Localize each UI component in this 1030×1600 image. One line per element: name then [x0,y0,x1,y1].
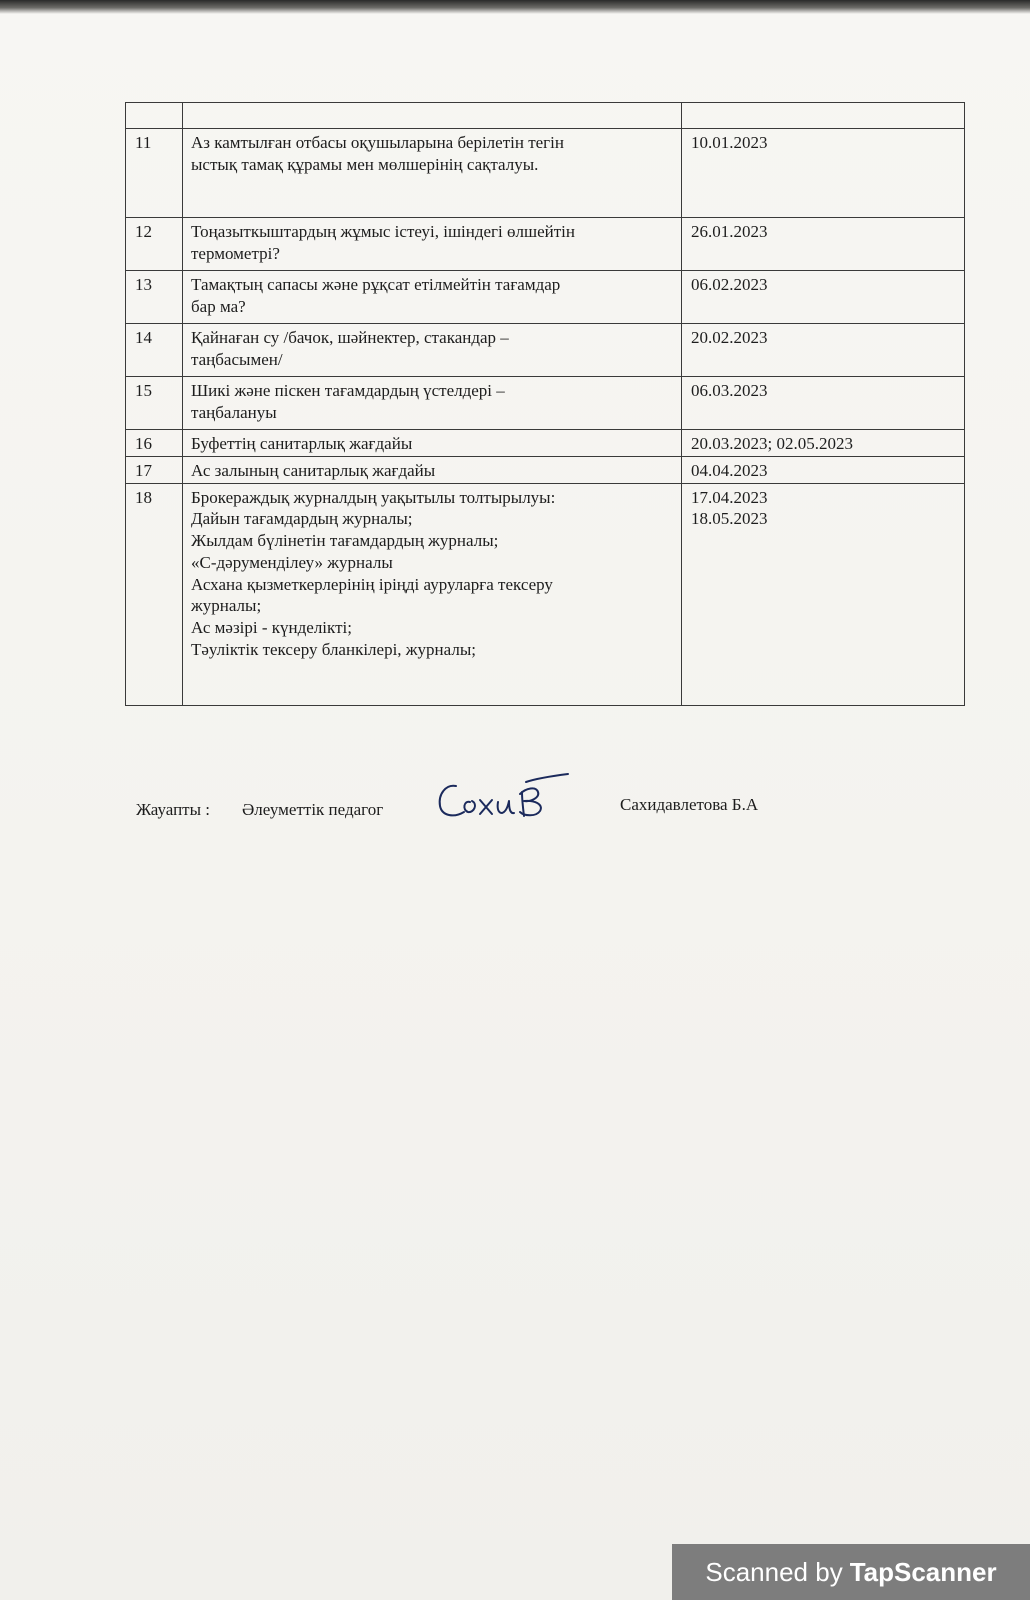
row-date-value: 18.05.2023 [691,509,768,529]
row-number: 11 [126,129,183,218]
row-inspection-item [183,456,682,483]
row-text-line: термометрі? [191,243,280,263]
row-date [682,456,965,483]
row-date [682,483,965,705]
scanner-watermark-badge [672,1544,1030,1600]
table-row [126,271,965,324]
row-inspection-item [183,218,682,271]
row-text-line: Брокераждық журналдың уақытылы толтырылуы: [191,487,556,507]
handwritten-signature [434,768,574,828]
row-text-line: Тоңазыткыштардың жұмыс істеуі, ішіндегі өлшейтін [191,222,575,241]
row-date-value: 10.01.2023 [691,133,768,152]
row-number: 16 [126,430,183,457]
inspection-schedule-table [125,102,965,706]
row-number: 14 [126,324,183,377]
table-row [126,483,965,705]
table-row [126,377,965,430]
row-text-line: «С-дәруменділеу» журналы [191,552,393,572]
row-date-value: 20.02.2023 [691,328,768,347]
table-row [126,430,965,457]
row-inspection-item [183,430,682,457]
row-inspection-item [183,271,682,324]
row-text-line: Тамақтың сапасы және рұқсат етілмейтін тағамдар [191,275,561,294]
row-text-line: Шикі және піскен тағамдардың үстелдері – [191,381,505,400]
row-text-line: таңбасымен/ [191,349,283,369]
row-text-line: бар ма? [191,296,246,316]
row-number: 17 [126,456,183,483]
row-date [682,129,965,218]
page-top-edge [0,0,1030,14]
row-date-value: 26.01.2023 [691,222,768,241]
table-row [126,324,965,377]
row-inspection-item [183,324,682,377]
row-date-value: 17.04.2023 [691,487,768,507]
row-text-line: Асхана қызметкерлерінің іріңді ауруларға тексеру [191,574,553,594]
row-text-line: Аз камтылған отбасы оқушыларына берілетін тегін [191,133,564,152]
row-text-line: Ас залының санитарлық жағдайы [191,460,436,480]
header-cell-number [126,103,183,129]
row-number: 15 [126,377,183,430]
row-date [682,324,965,377]
row-number: 18 [126,483,183,705]
row-inspection-item [183,377,682,430]
badge-prefix: Scanned by [705,1556,843,1587]
row-date-value: 20.03.2023; 02.05.2023 [691,434,853,453]
row-number: 12 [126,218,183,271]
row-date-value: 04.04.2023 [691,460,768,480]
row-text-line: Тәуліктік тексеру бланкілері, журналы; [191,639,476,659]
table-row [126,218,965,271]
responsible-label: Жауапты : [136,800,211,819]
row-text-line: таңбалануы [191,402,277,422]
header-cell-item [183,103,682,129]
row-date-value: 06.02.2023 [691,275,768,294]
badge-brand: TapScanner [849,1556,997,1587]
row-text-line: Ас мәзірі - күнделікті; [191,618,352,637]
table-header-row [126,103,965,129]
row-date-value: 06.03.2023 [691,381,768,400]
row-text-line: Дайын тағамдардың журналы; [191,509,413,529]
row-text-line: Қайнаған су /бачок, шәйнектер, стакандар – [191,328,509,347]
table-row [126,456,965,483]
row-inspection-item [183,483,682,705]
row-date [682,218,965,271]
header-cell-date [682,103,965,129]
row-date [682,377,965,430]
row-date [682,430,965,457]
row-text-line: Жылдам бүлінетін тағамдардың журналы; [191,531,499,550]
row-date [682,271,965,324]
table-row [126,129,965,218]
row-text-line: журналы; [191,596,262,616]
responsible-role: Әлеуметтік педагог [242,800,384,819]
row-inspection-item [183,129,682,218]
row-text-line: ыстық тамақ құрамы мен мөлшерінің сақталуы. [191,154,539,174]
row-number: 13 [126,271,183,324]
responsible-name: Сахидавлетова Б.А [620,795,759,814]
signature-block [136,790,936,850]
row-text-line: Буфеттің санитарлық жағдайы [191,434,413,453]
